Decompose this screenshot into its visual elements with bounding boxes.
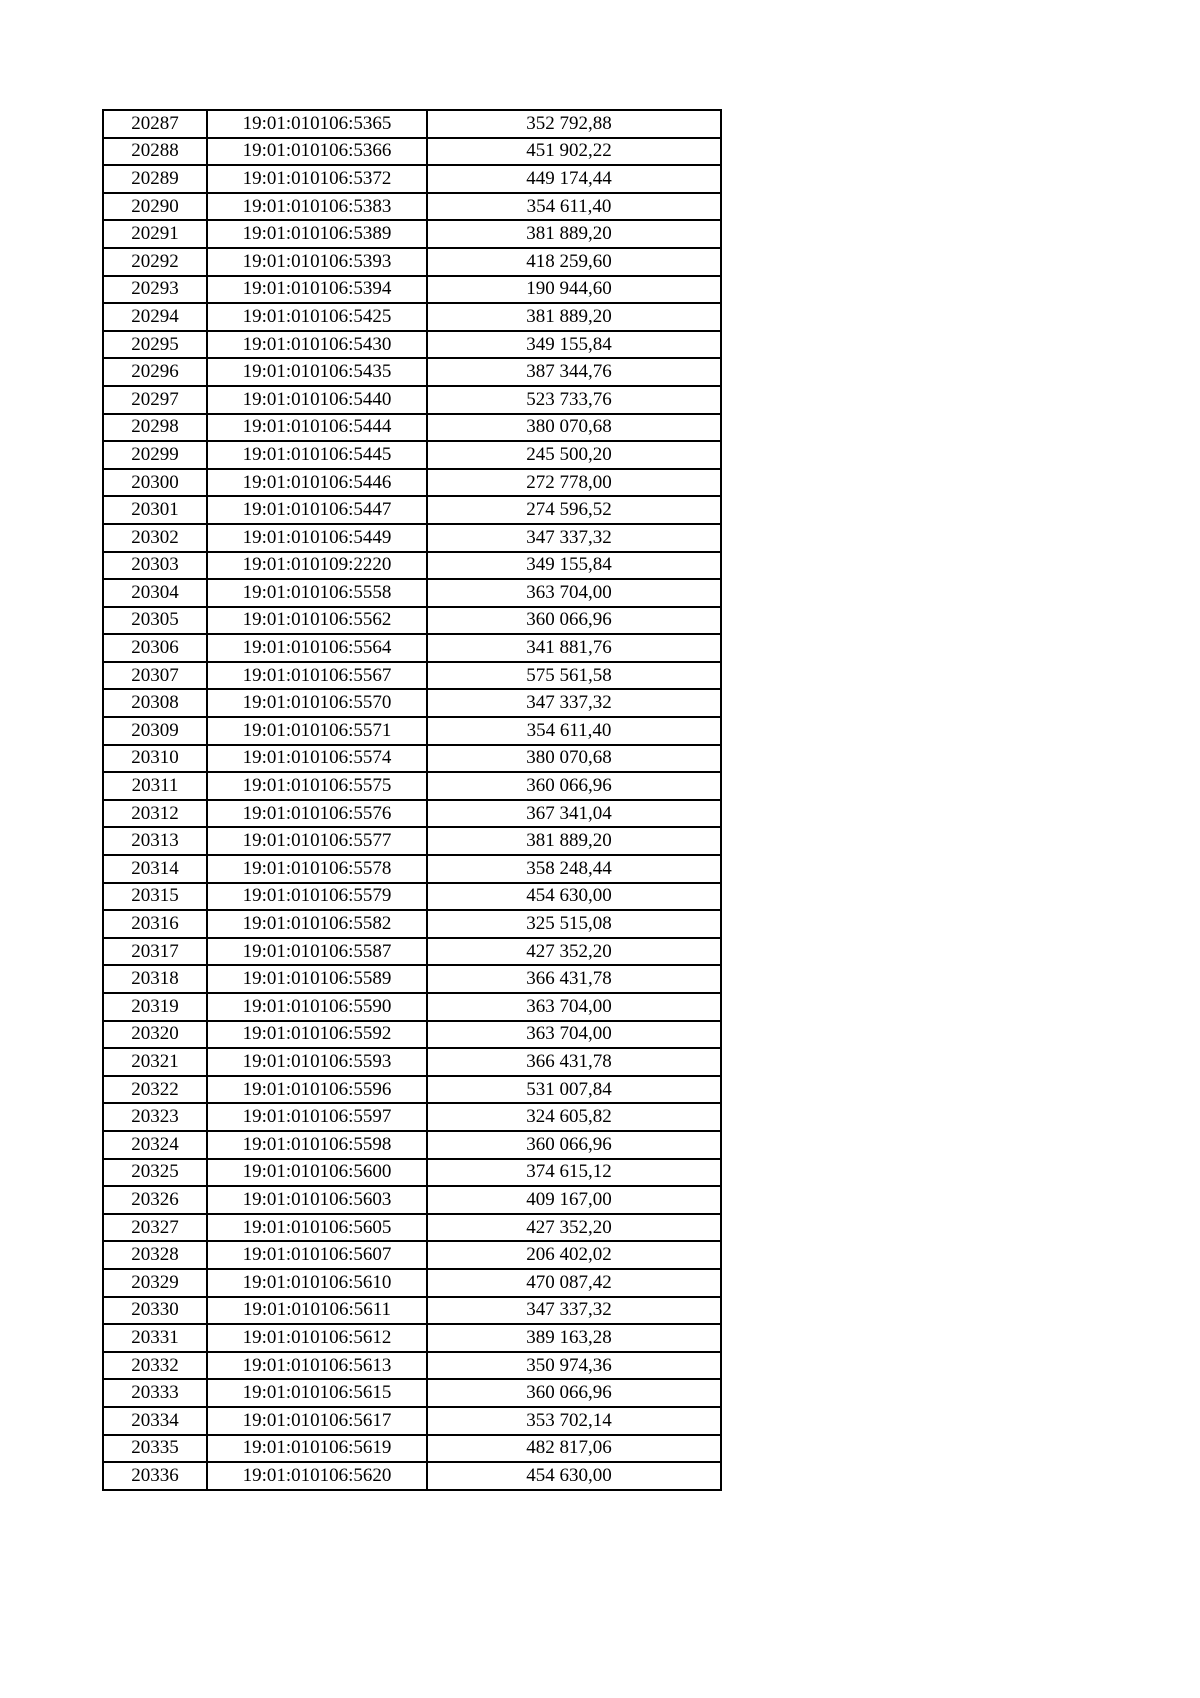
table-row <box>103 1462 721 1490</box>
value-cell: 387 344,76 <box>427 358 721 386</box>
value-cell: 409 167,00 <box>427 1186 721 1214</box>
cadastral-number-cell: 19:01:010106:5576 <box>207 800 427 828</box>
value-cell: 454 630,00 <box>427 1462 721 1490</box>
row-number-cell: 20332 <box>103 1352 207 1380</box>
row-number-cell: 20311 <box>103 772 207 800</box>
cadastral-number-cell: 19:01:010106:5394 <box>207 276 427 304</box>
cadastral-number-cell: 19:01:010106:5597 <box>207 1103 427 1131</box>
table-row <box>103 1324 721 1352</box>
row-number-cell: 20334 <box>103 1407 207 1435</box>
table-row <box>103 717 721 745</box>
value-cell: 360 066,96 <box>427 772 721 800</box>
value-cell: 523 733,76 <box>427 386 721 414</box>
row-number-cell: 20306 <box>103 634 207 662</box>
value-cell: 389 163,28 <box>427 1324 721 1352</box>
table-row <box>103 910 721 938</box>
row-number-cell: 20288 <box>103 138 207 166</box>
cadastral-number-cell: 19:01:010106:5590 <box>207 993 427 1021</box>
row-number-cell: 20290 <box>103 193 207 221</box>
cadastral-number-cell: 19:01:010106:5613 <box>207 1352 427 1380</box>
cadastral-number-cell: 19:01:010106:5445 <box>207 441 427 469</box>
row-number-cell: 20305 <box>103 607 207 635</box>
row-number-cell: 20319 <box>103 993 207 1021</box>
row-number-cell: 20325 <box>103 1159 207 1187</box>
table-row <box>103 110 721 138</box>
row-number-cell: 20296 <box>103 358 207 386</box>
table-row <box>103 1131 721 1159</box>
table-row <box>103 1352 721 1380</box>
table-row <box>103 496 721 524</box>
table-row <box>103 303 721 331</box>
row-number-cell: 20293 <box>103 276 207 304</box>
table-row <box>103 358 721 386</box>
table-row <box>103 1186 721 1214</box>
value-cell: 354 611,40 <box>427 193 721 221</box>
value-cell: 363 704,00 <box>427 1021 721 1049</box>
row-number-cell: 20336 <box>103 1462 207 1490</box>
table-row <box>103 1214 721 1242</box>
row-number-cell: 20303 <box>103 552 207 580</box>
value-cell: 363 704,00 <box>427 579 721 607</box>
table-row <box>103 1159 721 1187</box>
table-row <box>103 1021 721 1049</box>
cadastral-number-cell: 19:01:010106:5619 <box>207 1435 427 1463</box>
row-number-cell: 20312 <box>103 800 207 828</box>
value-cell: 360 066,96 <box>427 1379 721 1407</box>
value-cell: 206 402,02 <box>427 1241 721 1269</box>
row-number-cell: 20315 <box>103 883 207 911</box>
row-number-cell: 20326 <box>103 1186 207 1214</box>
value-cell: 274 596,52 <box>427 496 721 524</box>
row-number-cell: 20300 <box>103 469 207 497</box>
row-number-cell: 20335 <box>103 1435 207 1463</box>
cadastral-value-table <box>102 109 722 1491</box>
value-cell: 190 944,60 <box>427 276 721 304</box>
table-row <box>103 1103 721 1131</box>
value-cell: 380 070,68 <box>427 414 721 442</box>
cadastral-number-cell: 19:01:010106:5558 <box>207 579 427 607</box>
row-number-cell: 20294 <box>103 303 207 331</box>
value-cell: 381 889,20 <box>427 220 721 248</box>
table-row <box>103 1241 721 1269</box>
value-cell: 349 155,84 <box>427 331 721 359</box>
cadastral-number-cell: 19:01:010106:5605 <box>207 1214 427 1242</box>
cadastral-number-cell: 19:01:010106:5617 <box>207 1407 427 1435</box>
value-cell: 349 155,84 <box>427 552 721 580</box>
cadastral-number-cell: 19:01:010106:5562 <box>207 607 427 635</box>
table-row <box>103 579 721 607</box>
value-cell: 366 431,78 <box>427 965 721 993</box>
value-cell: 427 352,20 <box>427 938 721 966</box>
cadastral-number-cell: 19:01:010106:5570 <box>207 689 427 717</box>
row-number-cell: 20292 <box>103 248 207 276</box>
table-row <box>103 689 721 717</box>
row-number-cell: 20308 <box>103 689 207 717</box>
row-number-cell: 20327 <box>103 1214 207 1242</box>
row-number-cell: 20330 <box>103 1297 207 1325</box>
row-number-cell: 20298 <box>103 414 207 442</box>
table-row <box>103 1269 721 1297</box>
table-row <box>103 745 721 773</box>
row-number-cell: 20314 <box>103 855 207 883</box>
cadastral-number-cell: 19:01:010106:5610 <box>207 1269 427 1297</box>
row-number-cell: 20301 <box>103 496 207 524</box>
table-row <box>103 276 721 304</box>
row-number-cell: 20321 <box>103 1048 207 1076</box>
cadastral-number-cell: 19:01:010106:5425 <box>207 303 427 331</box>
value-cell: 381 889,20 <box>427 303 721 331</box>
cadastral-number-cell: 19:01:010106:5589 <box>207 965 427 993</box>
value-cell: 374 615,12 <box>427 1159 721 1187</box>
value-cell: 482 817,06 <box>427 1435 721 1463</box>
cadastral-number-cell: 19:01:010106:5587 <box>207 938 427 966</box>
table-row <box>103 386 721 414</box>
cadastral-number-cell: 19:01:010106:5612 <box>207 1324 427 1352</box>
value-cell: 324 605,82 <box>427 1103 721 1131</box>
cadastral-number-cell: 19:01:010106:5447 <box>207 496 427 524</box>
value-cell: 245 500,20 <box>427 441 721 469</box>
cadastral-number-cell: 19:01:010106:5578 <box>207 855 427 883</box>
value-cell: 325 515,08 <box>427 910 721 938</box>
cadastral-number-cell: 19:01:010109:2220 <box>207 552 427 580</box>
row-number-cell: 20304 <box>103 579 207 607</box>
row-number-cell: 20331 <box>103 1324 207 1352</box>
cadastral-number-cell: 19:01:010106:5393 <box>207 248 427 276</box>
row-number-cell: 20333 <box>103 1379 207 1407</box>
value-cell: 366 431,78 <box>427 1048 721 1076</box>
value-cell: 380 070,68 <box>427 745 721 773</box>
cadastral-number-cell: 19:01:010106:5571 <box>207 717 427 745</box>
cadastral-number-cell: 19:01:010106:5574 <box>207 745 427 773</box>
row-number-cell: 20287 <box>103 110 207 138</box>
cadastral-number-cell: 19:01:010106:5444 <box>207 414 427 442</box>
table-row <box>103 883 721 911</box>
cadastral-number-cell: 19:01:010106:5435 <box>207 358 427 386</box>
cadastral-number-cell: 19:01:010106:5607 <box>207 1241 427 1269</box>
cadastral-number-cell: 19:01:010106:5372 <box>207 165 427 193</box>
row-number-cell: 20295 <box>103 331 207 359</box>
row-number-cell: 20323 <box>103 1103 207 1131</box>
table-row <box>103 1048 721 1076</box>
table-row <box>103 993 721 1021</box>
table-row <box>103 827 721 855</box>
table-row <box>103 165 721 193</box>
table-row <box>103 938 721 966</box>
cadastral-number-cell: 19:01:010106:5592 <box>207 1021 427 1049</box>
table-row <box>103 220 721 248</box>
value-cell: 454 630,00 <box>427 883 721 911</box>
table-row <box>103 138 721 166</box>
cadastral-number-cell: 19:01:010106:5600 <box>207 1159 427 1187</box>
row-number-cell: 20324 <box>103 1131 207 1159</box>
table-row <box>103 1407 721 1435</box>
table-row <box>103 800 721 828</box>
cadastral-number-cell: 19:01:010106:5446 <box>207 469 427 497</box>
table-row <box>103 414 721 442</box>
row-number-cell: 20289 <box>103 165 207 193</box>
cadastral-number-cell: 19:01:010106:5389 <box>207 220 427 248</box>
value-cell: 353 702,14 <box>427 1407 721 1435</box>
cadastral-number-cell: 19:01:010106:5430 <box>207 331 427 359</box>
cadastral-number-cell: 19:01:010106:5615 <box>207 1379 427 1407</box>
cadastral-number-cell: 19:01:010106:5575 <box>207 772 427 800</box>
table-row <box>103 607 721 635</box>
cadastral-number-cell: 19:01:010106:5598 <box>207 1131 427 1159</box>
value-cell: 363 704,00 <box>427 993 721 1021</box>
row-number-cell: 20313 <box>103 827 207 855</box>
value-cell: 367 341,04 <box>427 800 721 828</box>
row-number-cell: 20329 <box>103 1269 207 1297</box>
table-row <box>103 634 721 662</box>
row-number-cell: 20297 <box>103 386 207 414</box>
value-cell: 427 352,20 <box>427 1214 721 1242</box>
row-number-cell: 20291 <box>103 220 207 248</box>
value-cell: 418 259,60 <box>427 248 721 276</box>
row-number-cell: 20299 <box>103 441 207 469</box>
cadastral-number-cell: 19:01:010106:5611 <box>207 1297 427 1325</box>
value-cell: 347 337,32 <box>427 524 721 552</box>
row-number-cell: 20310 <box>103 745 207 773</box>
value-cell: 341 881,76 <box>427 634 721 662</box>
value-cell: 347 337,32 <box>427 1297 721 1325</box>
row-number-cell: 20320 <box>103 1021 207 1049</box>
value-cell: 350 974,36 <box>427 1352 721 1380</box>
row-number-cell: 20307 <box>103 662 207 690</box>
table-row <box>103 524 721 552</box>
cadastral-number-cell: 19:01:010106:5567 <box>207 662 427 690</box>
table-row <box>103 441 721 469</box>
table-row <box>103 469 721 497</box>
table-row <box>103 331 721 359</box>
row-number-cell: 20328 <box>103 1241 207 1269</box>
value-cell: 354 611,40 <box>427 717 721 745</box>
cadastral-number-cell: 19:01:010106:5596 <box>207 1076 427 1104</box>
value-cell: 575 561,58 <box>427 662 721 690</box>
value-cell: 352 792,88 <box>427 110 721 138</box>
table-row <box>103 662 721 690</box>
value-cell: 451 902,22 <box>427 138 721 166</box>
value-cell: 272 778,00 <box>427 469 721 497</box>
row-number-cell: 20318 <box>103 965 207 993</box>
value-cell: 449 174,44 <box>427 165 721 193</box>
cadastral-number-cell: 19:01:010106:5577 <box>207 827 427 855</box>
cadastral-number-cell: 19:01:010106:5593 <box>207 1048 427 1076</box>
cadastral-number-cell: 19:01:010106:5582 <box>207 910 427 938</box>
value-cell: 358 248,44 <box>427 855 721 883</box>
cadastral-number-cell: 19:01:010106:5620 <box>207 1462 427 1490</box>
cadastral-number-cell: 19:01:010106:5603 <box>207 1186 427 1214</box>
cadastral-number-cell: 19:01:010106:5383 <box>207 193 427 221</box>
value-cell: 360 066,96 <box>427 607 721 635</box>
row-number-cell: 20316 <box>103 910 207 938</box>
cadastral-number-cell: 19:01:010106:5564 <box>207 634 427 662</box>
value-cell: 360 066,96 <box>427 1131 721 1159</box>
table-row <box>103 1379 721 1407</box>
row-number-cell: 20322 <box>103 1076 207 1104</box>
table-row <box>103 248 721 276</box>
value-cell: 381 889,20 <box>427 827 721 855</box>
table-row <box>103 193 721 221</box>
cadastral-number-cell: 19:01:010106:5440 <box>207 386 427 414</box>
cadastral-number-cell: 19:01:010106:5366 <box>207 138 427 166</box>
cadastral-number-cell: 19:01:010106:5365 <box>207 110 427 138</box>
row-number-cell: 20317 <box>103 938 207 966</box>
table-row <box>103 772 721 800</box>
table-row <box>103 1076 721 1104</box>
table-row <box>103 552 721 580</box>
value-cell: 531 007,84 <box>427 1076 721 1104</box>
table-row <box>103 965 721 993</box>
table-row <box>103 1297 721 1325</box>
table-row <box>103 1435 721 1463</box>
cadastral-number-cell: 19:01:010106:5579 <box>207 883 427 911</box>
table-row <box>103 855 721 883</box>
value-cell: 347 337,32 <box>427 689 721 717</box>
row-number-cell: 20309 <box>103 717 207 745</box>
cadastral-number-cell: 19:01:010106:5449 <box>207 524 427 552</box>
table-body <box>103 110 721 1490</box>
row-number-cell: 20302 <box>103 524 207 552</box>
value-cell: 470 087,42 <box>427 1269 721 1297</box>
